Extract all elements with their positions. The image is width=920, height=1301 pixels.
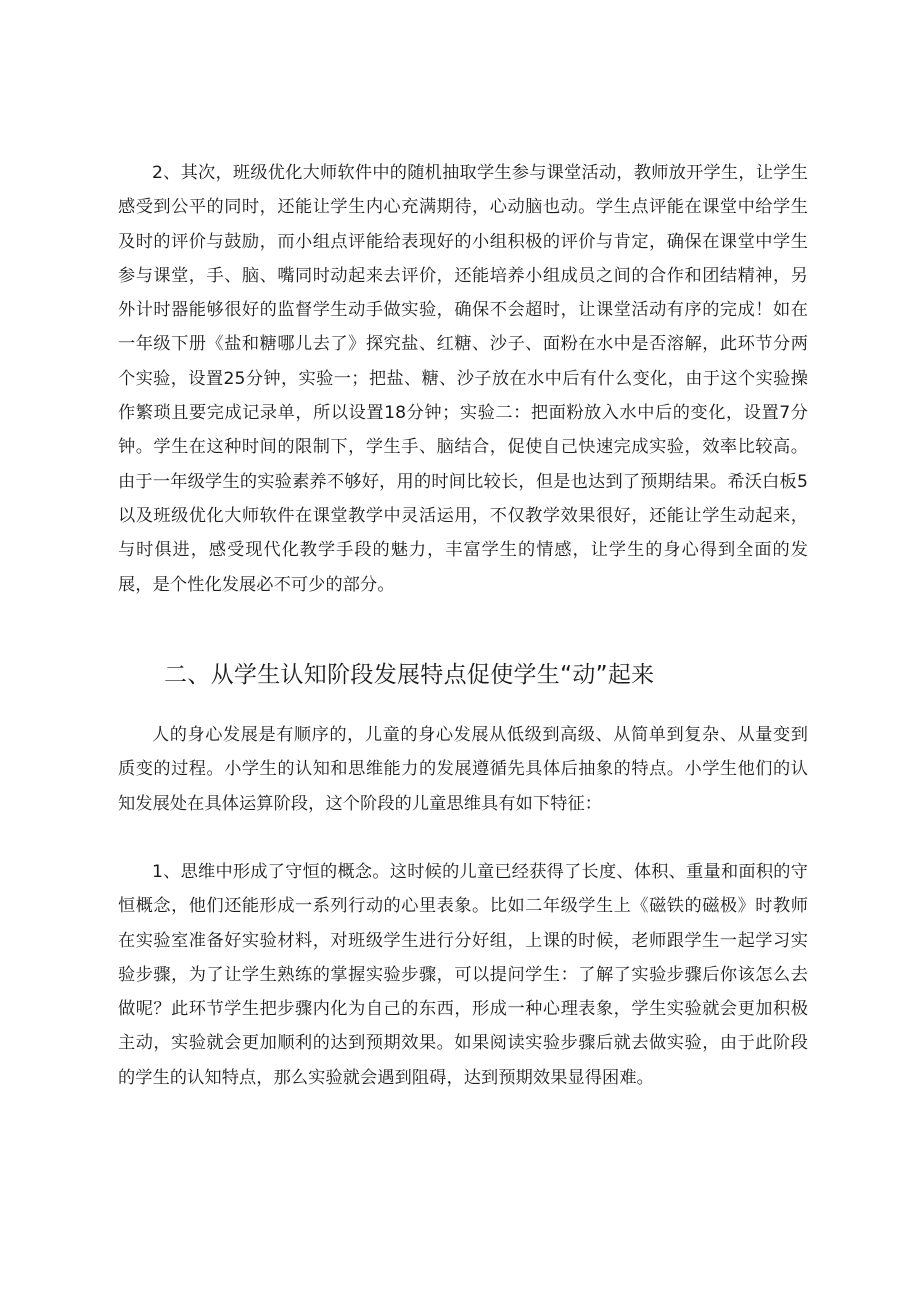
body-paragraph: 人的身心发展是有顺序的，儿童的身心发展从低级到高级、从简单到复杂、从量变到质变的过程。小学生的认知和思维能力的发展遵循先具体后抽象的特点。小学生他们的认知发展处在具体运算阶段，这个阶段的儿童思维具有如下特征： xyxy=(118,725,808,814)
body-paragraph: 1、思维中形成了守恒的概念。这时候的儿童已经获得了长度、体积、重量和面积的守恒概念，他们还能形成一系列行动的心里表象。比如二年级学生上《磁铁的磁极》时教师在实验室准备好实验材料，对班级学生进行分好组，上课的时候，老师跟学生一起学习实验步骤，为了让学生熟练的掌握实验步骤，可以提问学生：了解了实验步骤后你该怎么去做呢？此环节学生把步骤内化为自己的东西，形成一种心理表象，学生实验就会更加积极主动，实验就会更加顺利的达到预期效果。如果阅读实验步骤后就去做实验，由于此阶段的学生的认知特点，那么实验就会遇到阻碍，达到预期效果显得困难。 xyxy=(118,862,808,1088)
section-heading: 二、从学生认知阶段发展特点促使学生“动”起来 xyxy=(164,662,655,688)
body-paragraph: 2、其次，班级优化大师软件中的随机抽取学生参与课堂活动，教师放开学生，让学生感受到公平的同时，还能让学生内心充满期待，心动脑也动。学生点评能在课堂中给学生及时的评价与鼓励，而小组点评能给表现好的小组积极的评价与肯定，确保在课堂中学生参与课堂，手、脑、嘴同时动起来去评价，还能培养小组成员之间的合作和团结精神，另外计时器能够很好的监督学生动手做实验，确保不会超时，让课堂活动有序的完成！如在一年级下册《盐和糖哪儿去了》探究盐、红糖、沙子、面粉在水中是否溶解，此环节分两个实验，设置25分钟，实验一；把盐、糖、沙子放在水中后有什么变化，由于这个实验操作繁琐且要完成记录单，所以设置18分钟；实验二：把面粉放入水中后的变化，设置7分钟。学生在这种时间的限制下，学生手、脑结合，促使自己快速完成实验，效率比较高。由于一年级学生的实验素养不够好，用的时间比较长，但是也达到了预期结果。希沃白板5以及班级优化大师软件在课堂教学中灵活运用，不仅教学效果很好，还能让学生动起来，与时俱进，感受现代化教学手段的魅力，丰富学生的情感，让学生的身心得到全面的发展，是个性化发展必不可少的部分。 xyxy=(118,163,808,595)
